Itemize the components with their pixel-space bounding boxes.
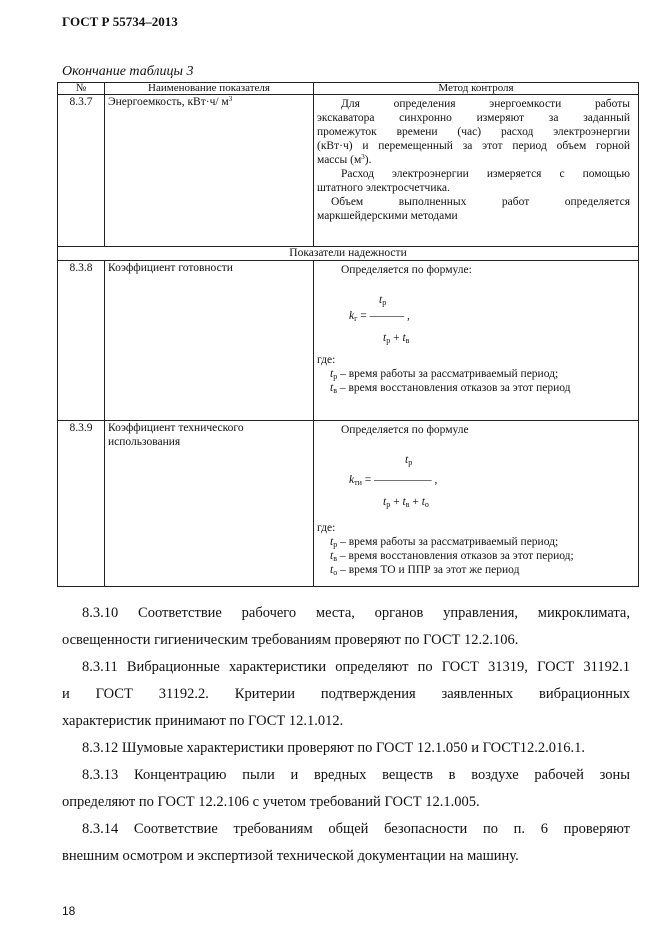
paragraph-line: 8.3.10 Соответствие рабочего места, органов управления, микроклимата, bbox=[82, 605, 630, 621]
formula-definition: $t_р$ – время работы за рассматриваемый период; bbox=[330, 536, 559, 549]
paragraph-line: характеристик принимают по ГОСТ 12.1.012. bbox=[62, 713, 344, 729]
control-method bbox=[314, 261, 639, 421]
method-line: экскаватора синхронно измеряют за заданный bbox=[317, 112, 630, 124]
paragraph-8-3-11 bbox=[62, 654, 630, 735]
indicator-name-superscript: 3 bbox=[228, 95, 233, 103]
formula-where: где: bbox=[317, 522, 336, 534]
formula-definition: $t_о$ – время ТО и ППР за этот же период bbox=[330, 564, 520, 577]
paragraph-8-3-10 bbox=[62, 600, 630, 654]
formula-lhs: $k_г$ = ——— , bbox=[349, 310, 410, 323]
method-line-end: ). bbox=[364, 154, 372, 166]
method-line: маркшейдерскими методами bbox=[317, 210, 458, 222]
paragraph-line: 8.3.12 Шумовые характеристики проверяют по ГОСТ 12.1.050 и ГОСТ12.2.016.1. bbox=[82, 740, 586, 756]
control-method bbox=[314, 421, 639, 587]
method-line: Объем выполненных работ определяется bbox=[331, 196, 630, 208]
paragraph-8-3-12 bbox=[62, 735, 630, 762]
paragraph-line: и ГОСТ 31192.2. Критерии подтверждения заявленных вибрационных bbox=[62, 686, 630, 702]
formula-denominator: $t_р + t_в$ bbox=[383, 332, 410, 345]
section-row-reliability bbox=[58, 247, 639, 261]
formula-lhs: $k_{ти}$ = ————— , bbox=[349, 474, 438, 487]
indicators-table bbox=[57, 82, 639, 587]
indicator-name-text: Энергоемкость, кВт·ч/ м bbox=[108, 96, 229, 108]
paragraph-line: 8.3.14 Соответствие требованиям общей безопасности по п. 6 проверяют bbox=[82, 821, 630, 837]
method-line: (кВт·ч) и перемещенный за этот период объем горной bbox=[317, 140, 630, 152]
table-caption: Окончание таблицы 3 bbox=[62, 64, 194, 79]
method-line: Для определения энергоемкости работы bbox=[341, 98, 630, 110]
paragraph-8-3-14 bbox=[62, 816, 630, 870]
paragraph-line: внешним осмотром и экспертизой технической документации на машину. bbox=[62, 848, 519, 864]
document-header: ГОСТ Р 55734–2013 bbox=[62, 14, 178, 29]
formula-definition: $t_в$ – время восстановления отказов за этот период; bbox=[330, 550, 574, 563]
table-row-8-3-8 bbox=[58, 261, 639, 421]
method-line: Расход электроэнергии измеряется с помощью bbox=[341, 168, 630, 180]
paragraph-8-3-13 bbox=[62, 762, 630, 816]
header-num: № bbox=[58, 83, 105, 95]
paragraph-line: 8.3.13 Концентрацию пыли и вредных веществ в воздухе рабочей зоны bbox=[82, 767, 630, 783]
paragraph-line: определяют по ГОСТ 12.2.106 с учетом требований ГОСТ 12.1.005. bbox=[62, 794, 480, 810]
row-number: 8.3.9 bbox=[58, 421, 105, 587]
formula-definition: $t_в$ – время восстановления отказов за этот период bbox=[330, 382, 571, 395]
header-method: Метод контроля bbox=[314, 83, 639, 95]
indicator-name: Коэффициент технического использования bbox=[105, 421, 314, 587]
paragraph-line: освещенности гигиеническим требованиям проверяют по ГОСТ 12.2.106. bbox=[62, 632, 519, 648]
page-number: 18 bbox=[62, 904, 76, 918]
section-title: Показатели надежности bbox=[58, 247, 639, 261]
formula-where: где: bbox=[317, 354, 336, 366]
table-header-row bbox=[58, 83, 639, 95]
control-method bbox=[314, 95, 639, 247]
table-row-8-3-7 bbox=[58, 95, 639, 247]
row-number: 8.3.8 bbox=[58, 261, 105, 421]
method-line: промежуток времени (час) расход электроэнергии bbox=[317, 126, 630, 138]
formula-definition: $t_р$ – время работы за рассматриваемый период; bbox=[330, 368, 559, 381]
formula-kti bbox=[317, 437, 635, 521]
formula-denominator: $t_р + t_в + t_о$ bbox=[383, 496, 429, 509]
indicator-name bbox=[105, 95, 314, 247]
indicator-name: Коэффициент готовности bbox=[105, 261, 314, 421]
method-line-text: массы (м bbox=[317, 154, 362, 166]
method-line bbox=[317, 153, 630, 167]
formula-intro: Определяется по формуле: bbox=[341, 264, 472, 276]
formula-numerator: $t_р$ bbox=[379, 294, 387, 307]
paragraph-line: 8.3.11 Вибрационные характеристики определяют по ГОСТ 31319, ГОСТ 31192.1 bbox=[82, 659, 630, 675]
method-line: штатного электросчетчика. bbox=[317, 182, 450, 194]
formula-numerator: $t_р$ bbox=[405, 454, 413, 467]
method-line-superscript: 3 bbox=[361, 153, 365, 161]
formula-kg bbox=[317, 277, 635, 353]
table-row-8-3-9 bbox=[58, 421, 639, 587]
header-name: Наименование показателя bbox=[105, 83, 314, 95]
row-number: 8.3.7 bbox=[58, 95, 105, 247]
formula-intro: Определяется по формуле bbox=[341, 424, 469, 436]
